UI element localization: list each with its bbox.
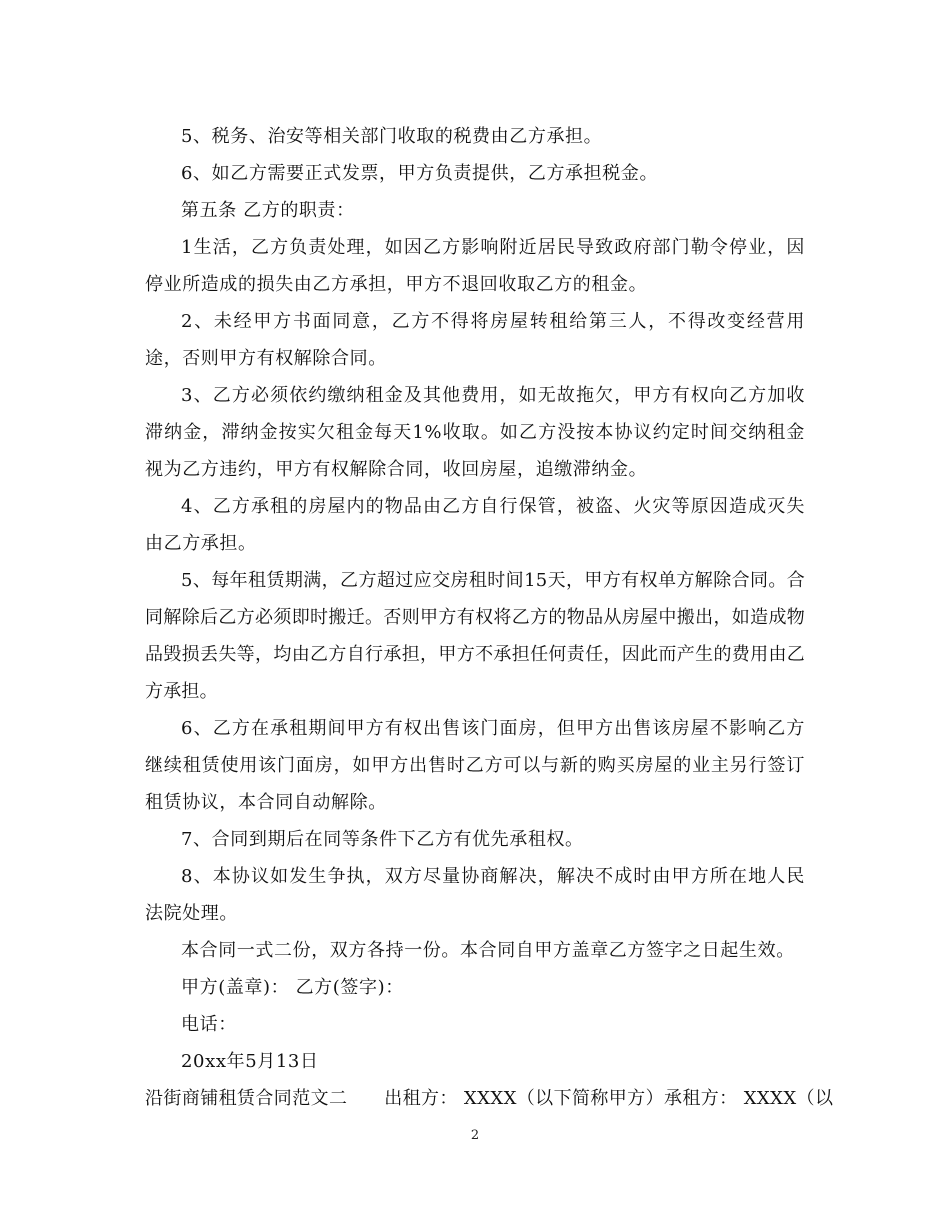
duty-item-1: 1生活，乙方负责处理，如因乙方影响附近居民导致政府部门勒令停业，因停业所造成的损失由乙方承担，甲方不退回收取乙方的租金。 <box>145 237 805 295</box>
clause-tax-fees: 5、税务、治安等相关部门收取的税费由乙方承担。 <box>181 126 603 147</box>
article-five-heading: 第五条 乙方的职责： <box>181 200 355 221</box>
date-line: 20xx年5月13日 <box>181 1051 319 1072</box>
phone-line: 电话： <box>181 1014 237 1035</box>
contract-copies-clause: 本合同一式二份，双方各持一份。本合同自甲方盖章乙方签字之日起生效。 <box>181 940 795 961</box>
signature-line: 甲方(盖章)： 乙方(签字)： <box>181 977 404 998</box>
duty-item-5: 5、每年租赁期满，乙方超过应交房租时间15天，甲方有权单方解除合同。合同解除后乙方必须即时搬迁。否则甲方有权将乙方的物品从房屋中搬出，如造成物品毁损丢失等，均由乙方自行承担，甲方不承担任何责任，因此而产生的费用由乙方承担。 <box>145 570 805 702</box>
duty-item-3: 3、乙方必须依约缴纳租金及其他费用，如无故拖欠，甲方有权向乙方加收滞纳金，滞纳金按实欠租金每天1%收取。如乙方没按本协议约定时间交纳租金视为乙方违约，甲方有权解除合同，收回房屋，追缴滞纳金。 <box>145 385 805 480</box>
next-contract-heading-line: 沿街商铺租赁合同范文二 出租方： XXXX（以下简称甲方）承租方： XXXX（以 <box>145 1088 834 1109</box>
duty-item-7: 7、合同到期后在同等条件下乙方有优先承租权。 <box>181 829 584 850</box>
duty-item-2: 2、未经甲方书面同意，乙方不得将房屋转租给第三人，不得改变经营用途，否则甲方有权解除合同。 <box>145 311 805 369</box>
duty-item-4: 4、乙方承租的房屋内的物品由乙方自行保管，被盗、火灾等原因造成灭失由乙方承担。 <box>145 496 805 554</box>
document-body <box>145 118 834 1117</box>
clause-invoice: 6、如乙方需要正式发票，甲方负责提供，乙方承担税金。 <box>181 163 659 184</box>
duty-item-8: 8、本协议如发生争执，双方尽量协商解决，解决不成时由甲方所在地人民法院处理。 <box>145 866 805 924</box>
duty-item-6: 6、乙方在承租期间甲方有权出售该门面房，但甲方出售该房屋不影响乙方继续租赁使用该门面房，如甲方出售时乙方可以与新的购买房屋的业主另行签订租赁协议，本合同自动解除。 <box>145 718 805 813</box>
page-number: 2 <box>470 1128 480 1143</box>
